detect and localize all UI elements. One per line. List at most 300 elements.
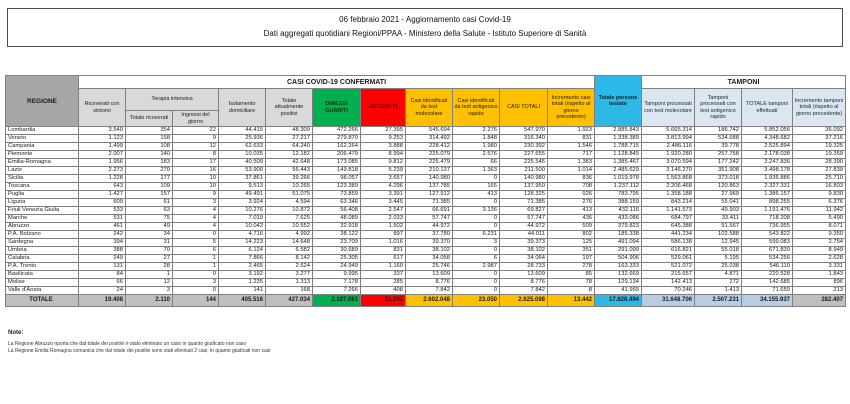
value-cell: 158 [126, 135, 173, 143]
value-cell: 185.338 [595, 231, 642, 239]
value-cell: 0 [453, 215, 500, 223]
value-cell: 461 [79, 223, 126, 231]
value-cell: 1 [173, 263, 219, 271]
value-cell: 42.648 [266, 159, 313, 167]
value-cell: 57.747 [406, 215, 453, 223]
notes-title: Note: [8, 330, 24, 336]
value-cell: 56.443 [266, 167, 313, 175]
column-header-ingressi-giorno: Ingressi del giorno [173, 111, 219, 127]
value-cell: 5.852.056 [742, 127, 793, 135]
value-cell: 197 [548, 255, 595, 263]
value-cell: 1.386.157 [742, 191, 793, 199]
value-cell: 586.138 [642, 239, 695, 247]
value-cell: 529.061 [642, 255, 695, 263]
value-cell: 8.949 [793, 247, 846, 255]
value-cell: 128.325 [500, 191, 548, 199]
totals-value-cell: 427.034 [266, 295, 313, 307]
value-cell: 7.866 [219, 255, 266, 263]
value-cell: 2.276 [453, 127, 500, 135]
value-cell: 6.124 [219, 247, 266, 255]
value-cell: 5 [173, 239, 219, 247]
region-name-cell: Abruzzo [6, 223, 79, 231]
totals-label-cell: TOTALE [6, 295, 79, 307]
value-cell: 831 [361, 247, 406, 255]
value-cell: 509 [548, 223, 595, 231]
value-cell: 2.465 [219, 263, 266, 271]
value-cell: 53.900 [219, 167, 266, 175]
value-cell: 1.563.868 [642, 175, 695, 183]
value-cell: 599.083 [742, 239, 793, 247]
value-cell: 12 [126, 279, 173, 287]
totals-value-cell: 405.516 [219, 295, 266, 307]
value-cell: 0 [453, 199, 500, 207]
value-cell: 10.042 [219, 223, 266, 231]
value-cell: 4 [173, 223, 219, 231]
column-header-casi-antigenico: Casi identificati da test antigenico rapido [453, 89, 500, 127]
column-header-totale-tamponi: TOTALE tamponi effettuati [742, 89, 793, 127]
totals-value-cell: 282.407 [793, 295, 846, 307]
value-cell: 27.839 [793, 167, 846, 175]
value-cell: 149.818 [313, 167, 361, 175]
value-cell: 70.246 [642, 287, 695, 295]
value-cell: 4.716 [219, 231, 266, 239]
column-header-casi-molecolare: Casi identificati da test molecolare [406, 89, 453, 127]
value-cell: 32.918 [313, 223, 361, 231]
value-cell: 2.624 [266, 263, 313, 271]
value-cell: 7.842 [406, 287, 453, 295]
value-cell: 3 [173, 279, 219, 287]
table-row [6, 159, 846, 167]
value-cell: 44.415 [219, 127, 266, 135]
value-cell: 41.965 [595, 287, 642, 295]
value-cell: 1.427 [79, 191, 126, 199]
region-name-cell: Basilicata [6, 271, 79, 279]
region-name-cell: Liguria [6, 199, 79, 207]
totals-value-cell: 17.626.494 [595, 295, 642, 307]
value-cell: 9 [173, 191, 219, 199]
value-cell: 291.099 [595, 247, 642, 255]
value-cell: 140 [126, 151, 173, 159]
value-cell: 8.994 [361, 151, 406, 159]
value-cell: 1.016 [361, 239, 406, 247]
value-cell: 10.265 [266, 183, 313, 191]
value-cell: 22 [173, 127, 219, 135]
value-cell: 351.908 [695, 167, 742, 175]
value-cell: 28.733 [500, 263, 548, 271]
value-cell: 533 [79, 207, 126, 215]
value-cell: 162.264 [313, 143, 361, 151]
value-cell: 0 [453, 287, 500, 295]
column-header-attualmente-positivi: Totale attualmente positivi [266, 89, 313, 127]
value-cell: 7.842 [500, 287, 548, 295]
table-row [6, 135, 846, 143]
value-cell: 531 [79, 215, 126, 223]
value-cell: 8 [173, 151, 219, 159]
value-cell: 27.969 [695, 191, 742, 199]
value-cell: 272 [695, 279, 742, 287]
value-cell: 62.633 [219, 143, 266, 151]
column-header-tamponi-molecolare: Tamponi processati con test molecolare [642, 89, 695, 127]
value-cell: 220.528 [742, 271, 793, 279]
value-cell: 7.178 [313, 279, 361, 287]
value-cell: 10.276 [219, 207, 266, 215]
value-cell: 6 [173, 247, 219, 255]
table-row [6, 183, 846, 191]
value-cell: 16 [173, 167, 219, 175]
value-cell: 413 [453, 191, 500, 199]
totals-value-cell: 91.003 [361, 295, 406, 307]
value-cell: 717 [548, 151, 595, 159]
table-row [6, 279, 846, 287]
column-header-incremento-tamponi: Incremento tamponi totali (rispetto al giorno precedente) [793, 89, 846, 127]
value-cell: 137.785 [406, 183, 453, 191]
table-row [6, 127, 846, 135]
table-row [6, 255, 846, 263]
value-cell: 71.385 [500, 199, 548, 207]
value-cell: 547.970 [500, 127, 548, 135]
value-cell: 1.383 [548, 159, 595, 167]
notes-section [8, 330, 270, 355]
value-cell: 7.625 [266, 215, 313, 223]
table-row [6, 207, 846, 215]
table-row [6, 175, 846, 183]
value-cell: 6.582 [266, 247, 313, 255]
value-cell: 129.134 [595, 279, 642, 287]
table-row [6, 151, 846, 159]
value-cell: 30.689 [313, 247, 361, 255]
value-cell: 16.803 [793, 183, 846, 191]
value-cell: 436 [548, 215, 595, 223]
value-cell: 534.688 [695, 135, 742, 143]
totals-row [6, 295, 846, 307]
value-cell: 2.206.468 [642, 183, 695, 191]
value-cell: 44.972 [406, 223, 453, 231]
value-cell: 211.500 [500, 167, 548, 175]
value-cell: 2.754 [793, 239, 846, 247]
note-line-abruzzo: La Regione Abruzzo riporta che dal totale dei positivi è stato eliminato un caso in quanto giudicato non caso [8, 341, 247, 347]
value-cell: 70 [126, 247, 173, 255]
value-cell: 165 [453, 183, 500, 191]
region-name-cell: P.A. Bolzano [6, 231, 79, 239]
note-line-emilia-romagna: La Regione Emilia Romagna comunica che dal totale dei positivi sono stati eliminati 2 casi, in quanto giudicati non casi [8, 348, 271, 354]
value-cell: 1.358.188 [642, 191, 695, 199]
region-name-cell: Veneto [6, 135, 79, 143]
column-header-deceduti: DECEDUTI [361, 89, 406, 127]
value-cell: 225.079 [406, 151, 453, 159]
value-cell: 617 [361, 255, 406, 263]
bulletin-subtitle: Dati aggregati quotidiani Regioni/PPAA - Ministero della Salute - Istituto Superiore di Sanità [263, 29, 587, 38]
value-cell: 132.669 [595, 271, 642, 279]
value-cell: 802 [548, 231, 595, 239]
table-row [6, 247, 846, 255]
value-cell: 173.085 [313, 159, 361, 167]
value-cell: 543.822 [742, 231, 793, 239]
value-cell: 491.094 [595, 239, 642, 247]
value-cell: 10.872 [266, 207, 313, 215]
value-cell: 3.146.270 [642, 167, 695, 175]
value-cell: 40.509 [219, 159, 266, 167]
value-cell: 0 [453, 279, 500, 287]
value-cell: 373.018 [695, 175, 742, 183]
value-cell: 49.903 [695, 207, 742, 215]
value-cell: 4.296 [361, 183, 406, 191]
value-cell: 9.350 [793, 231, 846, 239]
value-cell: 48.089 [313, 215, 361, 223]
value-cell: 98.057 [313, 175, 361, 183]
value-cell: 718.208 [742, 215, 793, 223]
value-cell: 1.499 [79, 143, 126, 151]
value-cell: 2.576 [453, 151, 500, 159]
value-cell: 51.075 [266, 191, 313, 199]
value-cell: 1.313 [266, 279, 313, 287]
totals-value-cell: 31.648.706 [642, 295, 695, 307]
value-cell: 19.325 [793, 143, 846, 151]
value-cell: 71.659 [742, 287, 793, 295]
value-cell: 783.795 [595, 191, 642, 199]
value-cell: 127.912 [406, 191, 453, 199]
value-cell: 3.331 [793, 263, 846, 271]
value-cell: 2.628 [793, 255, 846, 263]
value-cell: 73.859 [313, 191, 361, 199]
value-cell: 5.490 [793, 215, 846, 223]
value-cell: 56.408 [313, 207, 361, 215]
value-cell: 898.255 [742, 199, 793, 207]
value-cell: 3.657 [361, 175, 406, 183]
value-cell: 2.987 [453, 263, 500, 271]
region-name-cell: Sicilia [6, 175, 79, 183]
value-cell: 504.906 [595, 255, 642, 263]
value-cell: 1.936.886 [742, 175, 793, 183]
value-cell: 736.955 [742, 223, 793, 231]
value-cell: 413 [548, 207, 595, 215]
value-cell: 215.657 [642, 271, 695, 279]
value-cell: 1.228 [79, 175, 126, 183]
value-cell: 0 [173, 287, 219, 295]
value-cell: 1.920.280 [642, 151, 695, 159]
value-cell: 8 [548, 287, 595, 295]
value-cell: 0 [453, 247, 500, 255]
totals-value-cell: 2.602.048 [406, 295, 453, 307]
value-cell: 55.041 [695, 199, 742, 207]
totals-value-cell: 23.050 [453, 295, 500, 307]
value-cell: 142.685 [742, 279, 793, 287]
value-cell: 206.479 [313, 151, 361, 159]
value-cell: 37.780 [406, 231, 453, 239]
value-cell: 388 [79, 247, 126, 255]
value-cell: 276 [548, 199, 595, 207]
value-cell: 4 [173, 215, 219, 223]
value-cell: 9.830 [793, 191, 846, 199]
value-cell: 1.014 [548, 167, 595, 175]
value-cell: 314.492 [406, 135, 453, 143]
value-cell: 225.479 [406, 159, 453, 167]
value-cell: 75 [126, 215, 173, 223]
value-cell: 645.388 [642, 223, 695, 231]
value-cell: 34.058 [406, 255, 453, 263]
value-cell: 10.035 [219, 151, 266, 159]
value-cell: 3.192 [219, 271, 266, 279]
region-name-cell: Molise [6, 279, 79, 287]
value-cell: 836 [548, 175, 595, 183]
value-cell: 8.776 [406, 279, 453, 287]
table-row [6, 167, 846, 175]
value-cell: 57.747 [500, 215, 548, 223]
value-cell: 13.609 [500, 271, 548, 279]
value-cell: 926 [548, 191, 595, 199]
value-cell: 1.502 [361, 223, 406, 231]
table-row [6, 287, 846, 295]
value-cell: 1.123 [79, 135, 126, 143]
value-cell: 137.950 [500, 183, 548, 191]
value-cell: 441.234 [642, 231, 695, 239]
region-name-cell: Piemonte [6, 151, 79, 159]
value-cell: 8.071 [793, 223, 846, 231]
value-cell: 14.648 [266, 239, 313, 247]
region-name-cell: Puglia [6, 191, 79, 199]
region-name-cell: Lombardia [6, 127, 79, 135]
value-cell: 3.540 [79, 127, 126, 135]
value-cell: 285 [361, 279, 406, 287]
column-header-isolamento: Isolamento domiciliare [219, 89, 266, 127]
value-cell: 408 [361, 287, 406, 295]
value-cell: 2.525.894 [742, 143, 793, 151]
value-cell: 3.813.994 [642, 135, 695, 143]
value-cell: 24 [79, 287, 126, 295]
table-row [6, 215, 846, 223]
value-cell: 1.191.476 [742, 207, 793, 215]
value-cell: 64.240 [266, 143, 313, 151]
value-cell: 25.710 [793, 175, 846, 183]
banner-casi-confermati: CASI COVID-19 CONFERMATI [79, 76, 595, 89]
value-cell: 66 [79, 279, 126, 287]
value-cell: 545.694 [406, 127, 453, 135]
value-cell: 39.778 [695, 143, 742, 151]
value-cell: 9.253 [361, 135, 406, 143]
value-cell: 120.863 [695, 183, 742, 191]
value-cell: 6 [453, 255, 500, 263]
value-cell: 4.594 [266, 199, 313, 207]
column-header-tamponi-antigenico: Tamponi processati con test antigenico rapido [695, 89, 742, 127]
column-header-casi-totali: CASI TOTALI [500, 89, 548, 127]
value-cell: 3 [173, 199, 219, 207]
value-cell: 2.885.843 [595, 127, 642, 135]
value-cell: 13.609 [406, 271, 453, 279]
value-cell: 27.395 [361, 127, 406, 135]
value-cell: 3 [453, 239, 500, 247]
value-cell: 896 [793, 279, 846, 287]
table-row [6, 239, 846, 247]
value-cell: 9.812 [361, 159, 406, 167]
value-cell: 39.370 [406, 239, 453, 247]
value-cell: 12.182 [266, 151, 313, 159]
value-cell: 7.266 [313, 287, 361, 295]
value-cell: 125 [548, 239, 595, 247]
table-row [6, 263, 846, 271]
region-name-cell: Marche [6, 215, 79, 223]
value-cell: 3.924 [219, 199, 266, 207]
value-cell: 163.333 [595, 263, 642, 271]
value-cell: 643 [79, 183, 126, 191]
value-cell: 1.413 [695, 287, 742, 295]
value-cell: 2.007 [79, 151, 126, 159]
value-cell: 2.327.331 [742, 183, 793, 191]
value-cell: 2.033 [361, 215, 406, 223]
value-cell: 708 [548, 183, 595, 191]
value-cell: 9 [173, 135, 219, 143]
column-header-ricoverati: Ricoverati con sintomi [79, 89, 126, 127]
value-cell: 131 [79, 263, 126, 271]
table-row [6, 271, 846, 279]
value-cell: 140.980 [500, 175, 548, 183]
value-cell: 19.359 [793, 151, 846, 159]
value-cell: 1.141.573 [642, 207, 695, 215]
value-cell: 66.691 [406, 207, 453, 215]
value-cell: 39.266 [266, 175, 313, 183]
totals-value-cell: 2.507.231 [695, 295, 742, 307]
value-cell: 157 [126, 191, 173, 199]
value-cell: 177.242 [695, 159, 742, 167]
value-cell: 14.223 [219, 239, 266, 247]
value-cell: 37.861 [219, 175, 266, 183]
value-cell: 1.237.112 [595, 183, 642, 191]
region-name-cell: Campania [6, 143, 79, 151]
value-cell: 5.195 [695, 255, 742, 263]
value-cell: 2.178.038 [742, 151, 793, 159]
value-cell: 433.086 [595, 215, 642, 223]
value-cell: 36.092 [793, 127, 846, 135]
value-cell: 37.216 [793, 135, 846, 143]
value-cell: 3.445 [361, 199, 406, 207]
value-cell: 12 [173, 143, 219, 151]
value-cell: 337 [361, 271, 406, 279]
value-cell: 168 [266, 287, 313, 295]
totals-value-cell: 13.442 [548, 295, 595, 307]
column-header-incremento-casi: Incremento casi totali (rispetto al giorno precedente) [548, 89, 595, 127]
value-cell: 684.797 [642, 215, 695, 223]
value-cell: 12.945 [695, 239, 742, 247]
column-header-dimessi-guariti: DIMESSI GUARITI [313, 89, 361, 127]
value-cell: 33.411 [695, 215, 742, 223]
table-row [6, 143, 846, 151]
value-cell: 1.980 [453, 143, 500, 151]
value-cell: 2.486.116 [642, 143, 695, 151]
value-cell: 9.513 [219, 183, 266, 191]
column-header-regione: REGIONE [6, 76, 79, 127]
value-cell: 3.391 [361, 191, 406, 199]
value-cell: 123.389 [313, 183, 361, 191]
value-cell: 27.217 [266, 135, 313, 143]
totals-value-cell: 34.155.937 [742, 295, 793, 307]
value-cell: 6.231 [453, 231, 500, 239]
value-cell: 472.266 [313, 127, 361, 135]
value-cell: 546.110 [742, 263, 793, 271]
value-cell: 38.102 [406, 247, 453, 255]
table-row [6, 191, 846, 199]
column-header-terapia-intensiva: Terapia intensiva [126, 89, 219, 111]
value-cell: 3.247.836 [742, 159, 793, 167]
value-cell: 38.102 [500, 247, 548, 255]
value-cell: 91.567 [695, 223, 742, 231]
value-cell: 843.214 [642, 199, 695, 207]
value-cell: 78 [548, 279, 595, 287]
value-cell: 8.142 [266, 255, 313, 263]
value-cell: 249 [79, 255, 126, 263]
value-cell: 257.758 [695, 151, 742, 159]
column-header-totale-ricoverati: Totale ricoverati [126, 111, 173, 127]
value-cell: 1.923 [548, 127, 595, 135]
value-cell: 55.018 [695, 247, 742, 255]
value-cell: 48.309 [266, 127, 313, 135]
